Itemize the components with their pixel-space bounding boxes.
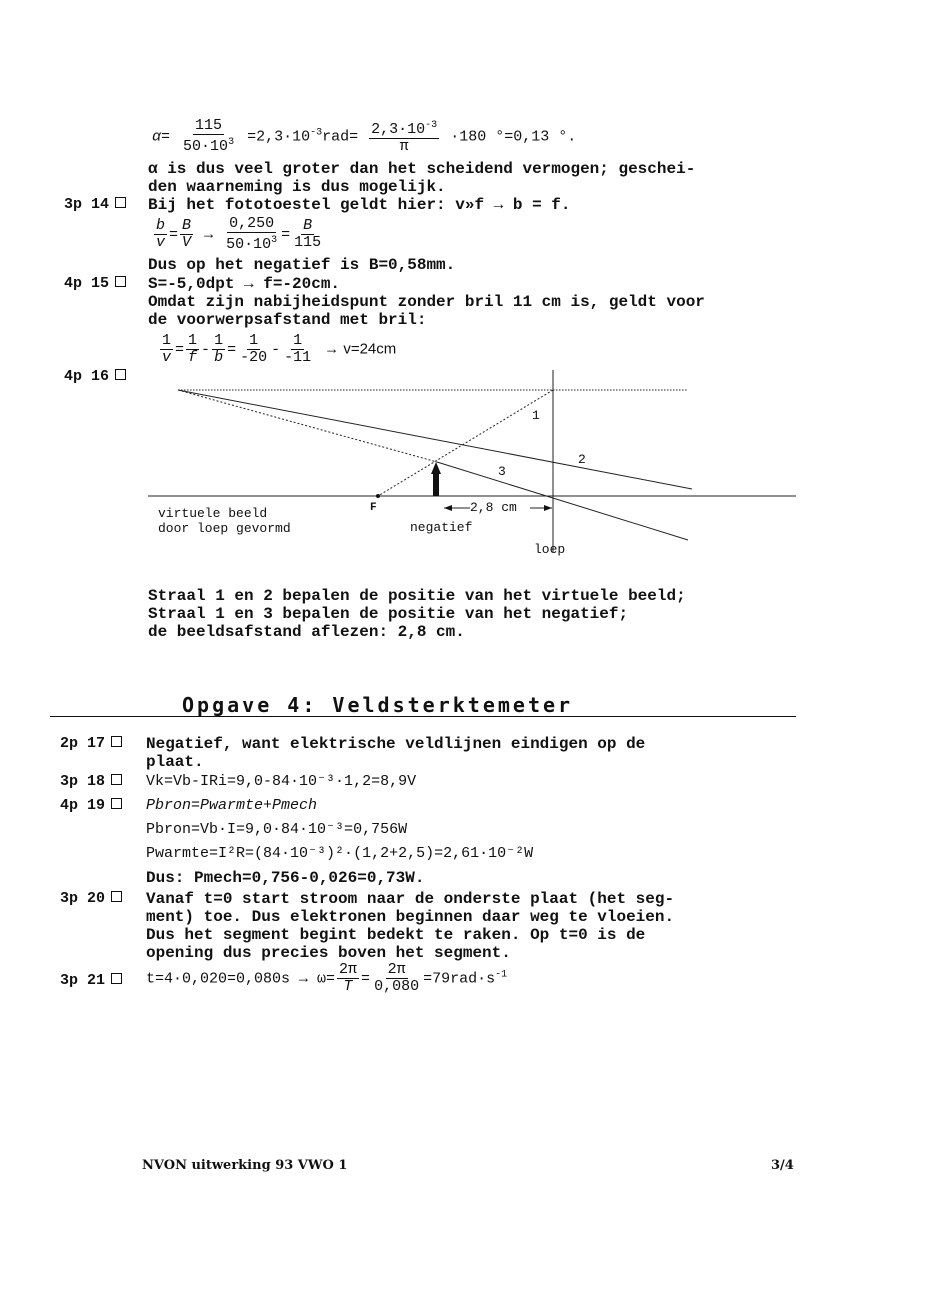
checkbox-icon (111, 891, 122, 902)
denominator: -11 (284, 349, 312, 366)
q14-line3: Dus op het negatief is B=0,58mm. (148, 256, 456, 274)
exponent: -3 (310, 127, 323, 139)
minus: - (201, 341, 211, 359)
numerator: 1 (214, 332, 224, 349)
equals: = (361, 970, 371, 988)
alpha-symbol: α (152, 128, 162, 146)
points-label: 3p 20 (60, 890, 106, 907)
denominator: b (214, 349, 224, 366)
denominator: v (156, 234, 166, 251)
q19-line2: Pbron=Vb·I=9,0·84·10⁻³=0,756W (146, 821, 408, 838)
page-number: 3/4 (771, 1158, 794, 1173)
q17-line2: plaat. (146, 753, 204, 771)
ray-1-label: 1 (532, 408, 540, 423)
numerator-text: 2,3·10 (371, 121, 426, 138)
checkbox-icon (111, 798, 122, 809)
alpha-end: ·180 °=0,13 °. (450, 128, 577, 146)
q21-lead: t=4·0,020=0,080s → ω= (146, 970, 336, 988)
checkbox-icon (111, 973, 122, 984)
denominator: v (162, 349, 172, 366)
denominator: f (188, 349, 198, 366)
numerator: b (156, 217, 166, 234)
q15-line1: S=-5,0dpt → f=-20cm. (148, 275, 341, 293)
denominator: 115 (294, 234, 322, 251)
q20-line4: opening dus precies boven het segment. (146, 944, 511, 962)
exponent: 3 (228, 137, 235, 148)
equals: = (281, 226, 291, 244)
q17-line1: Negatief, want elektrische veldlijnen eindigen op de (146, 735, 646, 753)
alpha-mid: =2,3·10 (247, 128, 311, 146)
numerator: 2π (339, 961, 358, 978)
arrow-left-icon (444, 505, 452, 511)
numerator: 1 (162, 332, 172, 349)
virtual-image-label-2: door loep gevormd (158, 521, 291, 536)
minus: - (271, 341, 281, 359)
equals: = (227, 341, 237, 359)
q16-line1: Straal 1 en 2 bepalen de positie van het virtuele beeld; (148, 587, 686, 605)
q13-line2: den waarneming is dus mogelijk. (148, 178, 446, 196)
footer-left: NVON uitwerking 93 VWO 1 (142, 1158, 348, 1173)
q16-line3: de beeldsafstand aflezen: 2,8 cm. (148, 623, 465, 641)
exponent: 3 (271, 235, 278, 246)
denominator: -20 (240, 349, 268, 366)
q13-line1: α is dus veel groter dan het scheidend vermogen; geschei- (148, 160, 696, 178)
denominator-text: 50·10 (226, 236, 272, 253)
fraction (337, 962, 359, 995)
q21-tail: =79rad·s (423, 970, 496, 988)
numerator: B (303, 217, 313, 234)
numerator: 0,250 (229, 215, 275, 232)
points-label: 3p 14 (64, 196, 110, 213)
denominator: V (182, 234, 192, 251)
ray-1 (378, 390, 553, 496)
points-label: 3p 18 (60, 773, 106, 790)
loep-label: loep (534, 542, 566, 557)
numerator: 115 (195, 117, 223, 134)
object-arrow-icon (431, 462, 441, 474)
points-label: 4p 19 (60, 797, 106, 814)
focal-label: F (370, 502, 377, 514)
section-divider (50, 716, 796, 717)
denominator: π (399, 138, 409, 155)
q21-formula (146, 962, 507, 995)
denominator: 0,080 (374, 978, 420, 995)
negative-object-bar (433, 472, 439, 496)
exponent: -3 (425, 120, 438, 131)
q13-alpha-formula: α= $\frac{115}{50\cdot 10^3}$ $=2,3\cdot 10^{-3}rad=$ $\frac{2,3\cdot 10^{-3}}{\pi}$ ·180 °=0,13 °. (152, 117, 577, 155)
q20-line1: Vanaf t=0 start stroom naar de onderste plaat (het seg- (146, 890, 675, 908)
negatief-label: negatief (410, 520, 473, 535)
virtual-image-label-1: virtuele beeld (158, 506, 268, 521)
checkbox-icon (111, 736, 122, 747)
q18-line1: Vk=Vb-IRi=9,0-84·10⁻³·1,2=8,9V (146, 773, 417, 790)
q20-line2: ment) toe. Dus elektronen beginnen daar weg te vloeien. (146, 908, 675, 926)
checkbox-icon (111, 774, 122, 785)
magnifier-ray-diagram (0, 0, 934, 580)
q16-line2: Straal 1 en 3 bepalen de positie van het negatief; (148, 605, 629, 623)
q17-points (60, 735, 122, 752)
arrow-right-icon (544, 505, 552, 511)
equals: = (169, 226, 179, 244)
equals: = (175, 341, 185, 359)
numerator: 1 (188, 332, 198, 349)
ray-3-label: 3 (498, 464, 506, 479)
result: → v=24cm (324, 340, 397, 358)
points-label: 4p 16 (64, 368, 110, 385)
points-label: 3p 21 (60, 972, 106, 989)
numerator: B (182, 217, 192, 234)
q15-line3: de voorwerpsafstand met bril: (148, 311, 427, 329)
q19-line1: Pbron=Pwarmte+Pmech (146, 797, 318, 814)
q20-line3: Dus het segment begint bedekt te raken. Op t=0 is de (146, 926, 646, 944)
q15-line2: Omdat zijn nabijheidspunt zonder bril 11 cm is, geldt voor (148, 293, 705, 311)
q20-points (60, 890, 122, 907)
q19-line3: Pwarmte=I²R=(84·10⁻³)²·(1,2+2,5)=2,61·10⁻²W (146, 845, 534, 862)
unit-rad: rad= (322, 128, 359, 146)
denominator: T (343, 978, 353, 995)
q21-points (60, 972, 122, 989)
q18-points (60, 773, 122, 790)
q19-line4: Dus: Pmech=0,756-0,026=0,73W. (146, 869, 425, 887)
points-label: 4p 15 (64, 275, 110, 292)
numerator: 1 (249, 332, 259, 349)
fraction (372, 962, 421, 995)
ray-2-label: 2 (578, 452, 586, 467)
numerator: 1 (293, 332, 303, 349)
q14-line1: Bij het fototoestel geldt hier: v»f → b = f. (148, 196, 571, 214)
points-label: 2p 17 (60, 735, 106, 752)
numerator: 2π (387, 961, 406, 978)
ray-3-virtual (178, 390, 437, 462)
focal-point (376, 494, 380, 498)
arrow: → (204, 226, 214, 244)
distance-label: 2,8 cm (470, 500, 517, 515)
denominator-text: 50·10 (183, 138, 229, 155)
q19-points (60, 797, 122, 814)
section-title: Opgave 4: Veldsterktemeter (182, 693, 574, 717)
exponent: -1 (495, 969, 508, 981)
